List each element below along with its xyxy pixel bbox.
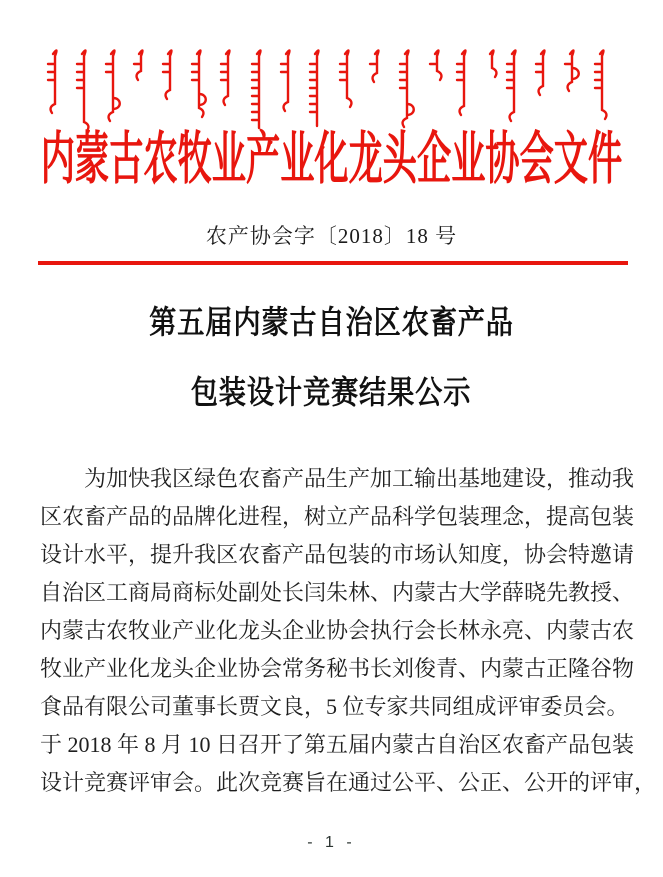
document-title-line2: 包装设计竞赛结果公示 bbox=[191, 374, 472, 410]
body-line: 为加快我区绿色农畜产品生产加工输出基地建设，推动我 bbox=[84, 466, 635, 491]
masthead-title bbox=[0, 120, 663, 191]
body-line: 内蒙古农牧业产业化龙头企业协会执行会长林永亮、内蒙古农 bbox=[40, 618, 635, 643]
body-line: 区农畜产品的品牌化进程，树立产品科学包装理念，提高包装 bbox=[40, 504, 635, 529]
document-body bbox=[40, 460, 657, 802]
document-number: 农产协会字〔2018〕18 号 bbox=[205, 224, 458, 248]
body-line: 自治区工商局商标处副处长闫朱林、内蒙古大学薛晓先教授、 bbox=[40, 580, 635, 605]
body-line: 于 2018 年 8 月 10 日召开了第五届内蒙古自治区农畜产品包装 bbox=[40, 732, 635, 757]
document-title-line1: 第五届内蒙古自治区农畜产品 bbox=[149, 304, 514, 340]
body-line: 牧业产业化龙头企业协会常务秘书长刘俊青、内蒙古正隆谷物 bbox=[40, 656, 635, 681]
page-number: - 1 - bbox=[307, 834, 356, 851]
body-line: 设计水平，提升我区农畜产品包装的市场认知度，协会特邀请 bbox=[40, 542, 635, 567]
masthead-title-text: 内蒙古农牧业产业化龙头企业协会文件 bbox=[40, 128, 623, 191]
body-line: 食品有限公司董事长贾文良，5 位专家共同组成评审委员会。 bbox=[40, 694, 629, 719]
red-separator-line bbox=[38, 261, 628, 265]
body-line: 设计竞赛评审会。此次竞赛旨在通过公平、公正、公开的评审， bbox=[40, 770, 657, 795]
